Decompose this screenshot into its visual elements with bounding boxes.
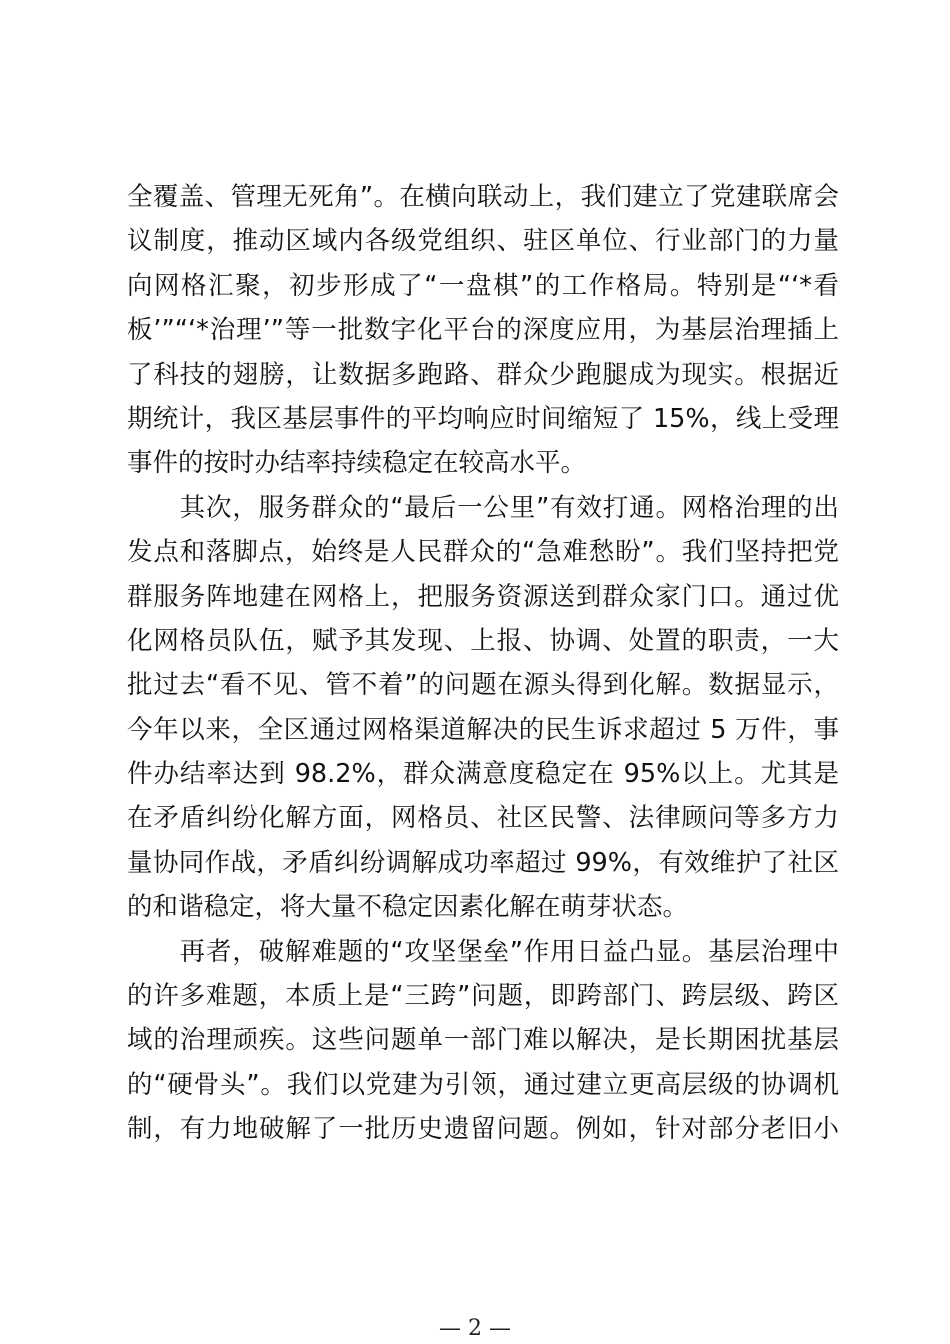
text-line: 的和谐稳定，将大量不稳定因素化解在萌芽状态。	[127, 892, 689, 923]
text-line: 事件的按时办结率持续稳定在较高水平。	[127, 448, 587, 479]
text-line: 板’”“‘*治理’”等一批数字化平台的深度应用，为基层治理插上	[127, 315, 839, 346]
text-line: 今年以来，全区通过网格渠道解决的民生诉求超过 5 万件，事	[127, 714, 839, 745]
text-line: 制，有力地破解了一批历史遗留问题。例如，针对部分老旧小	[127, 1114, 839, 1145]
text-line: 期统计，我区基层事件的平均响应时间缩短了 15%，线上受理	[127, 403, 839, 434]
text-line: 在矛盾纠纷化解方面，网格员、社区民警、法律顾问等多方力	[127, 803, 839, 834]
text-line: 群服务阵地建在网格上，把服务资源送到群众家门口。通过优	[127, 581, 839, 612]
text-line: 件办结率达到 98.2%，群众满意度稳定在 95%以上。尤其是	[127, 759, 839, 790]
text-line: 量协同作战，矛盾纠纷调解成功率超过 99%，有效维护了社区	[127, 847, 839, 878]
text-line: 全覆盖、管理无死角”。在横向联动上，我们建立了党建联席会	[127, 182, 839, 212]
text-line: 再者，破解难题的“攻坚堡垒”作用日益凸显。基层治理中	[127, 936, 839, 967]
text-line: 议制度，推动区域内各级党组织、驻区单位、行业部门的力量	[127, 226, 839, 257]
text-line: 的“硬骨头”。我们以党建为引领，通过建立更高层级的协调机	[127, 1069, 839, 1100]
text-line: 的许多难题，本质上是“三跨”问题，即跨部门、跨层级、跨区	[127, 981, 839, 1012]
text-line: 发点和落脚点，始终是人民群众的“急难愁盼”。我们坚持把党	[127, 537, 839, 568]
body-text	[127, 175, 839, 1152]
text-line: 批过去“看不见、管不着”的问题在源头得到化解。数据显示，	[127, 670, 839, 701]
text-line: 其次，服务群众的“最后一公里”有效打通。网格治理的出	[127, 492, 839, 523]
text-line: 了科技的翅膀，让数据多跑路、群众少跑腿成为现实。根据近	[127, 359, 839, 390]
text-line: 化网格员队伍，赋予其发现、上报、协调、处置的职责，一大	[127, 625, 839, 656]
text-line: 向网格汇聚，初步形成了“一盘棋”的工作格局。特别是“‘*看	[127, 270, 839, 301]
text-line: 域的治理顽疾。这些问题单一部门难以解决，是长期困扰基层	[127, 1025, 839, 1056]
page-number: — 2 —	[439, 1316, 511, 1341]
